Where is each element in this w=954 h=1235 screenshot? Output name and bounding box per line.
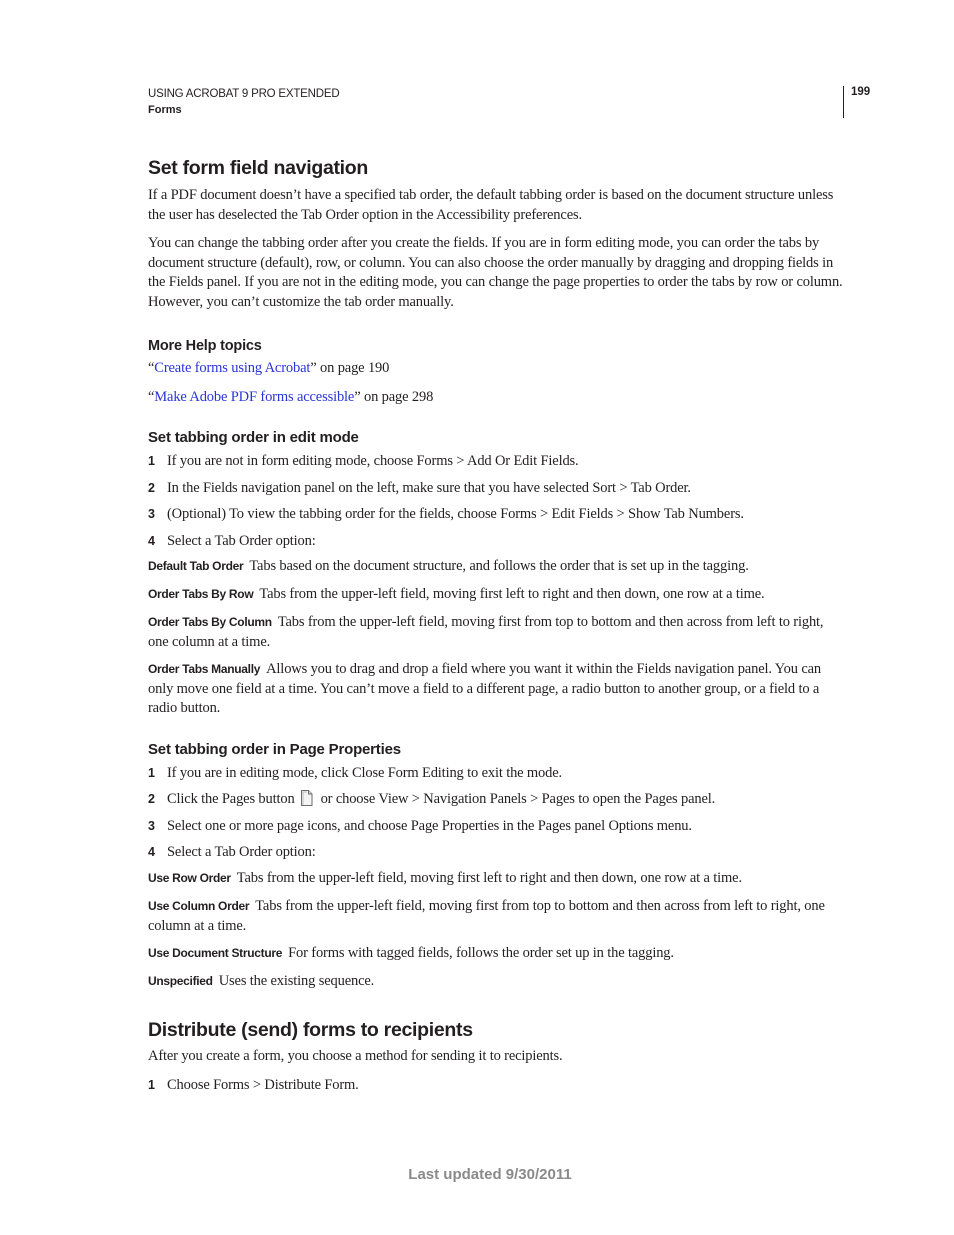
step-item: [148, 790, 715, 810]
option-definition: [148, 944, 843, 964]
link-page-ref: ” on page 298: [354, 389, 434, 405]
option-description: For forms with tagged fields, follows the order set up in the tagging.: [288, 945, 674, 961]
step-item: [148, 452, 579, 472]
option-definition: [148, 897, 843, 936]
step-text: Select a Tab Order option:: [167, 844, 316, 860]
step-text: In the Fields navigation panel on the left, make sure that you have selected Sort > Tab Order.: [167, 480, 691, 496]
paragraph-change-tab-order: You can change the tabbing order after you create the fields. If you are in form editing mode, you can order the tabs by document structure (default), row, or column. You can also choose the order manually by dragging and dropping fields in the Fields panel. If you are not in the editing mode, you can change the page properties to order the tabs by row or column. However, you can’t customize the tab order manually.: [148, 235, 843, 310]
step-text-after: or choose View > Navigation Panels > Pages to open the Pages panel.: [320, 791, 716, 807]
option-description: Tabs from the upper-left field, moving first left to right and then down, one row at a time.: [236, 870, 742, 886]
help-link-item: [148, 359, 843, 379]
step-number: 3: [148, 819, 155, 833]
step-number: 2: [148, 481, 155, 495]
option-term: Use Document Structure: [148, 946, 283, 960]
option-description: Tabs from the upper-left field, moving first from top to bottom and then across from left to right, one column at a time.: [148, 614, 824, 650]
subsection-heading-page-properties: Set tabbing order in Page Properties: [148, 741, 401, 758]
option-term: Order Tabs By Column: [148, 615, 272, 629]
step-number: 3: [148, 507, 155, 521]
step-number: 1: [148, 454, 155, 468]
option-term: Order Tabs By Row: [148, 587, 254, 601]
section-heading-distribute-forms: Distribute (send) forms to recipients: [148, 1019, 473, 1041]
option-term: Default Tab Order: [148, 559, 244, 573]
option-definition: [148, 585, 843, 605]
option-term: Use Column Order: [148, 899, 250, 913]
option-term: Unspecified: [148, 974, 213, 988]
step-text: Select one or more page icons, and choose Page Properties in the Pages panel Options menu.: [167, 818, 692, 834]
step-item: [148, 817, 692, 837]
step-text: Select a Tab Order option:: [167, 533, 316, 549]
link-page-ref: ” on page 190: [310, 360, 390, 376]
option-term: Use Row Order: [148, 871, 231, 885]
step-item: [148, 1076, 359, 1096]
page-number: 199: [851, 86, 871, 98]
option-description: Uses the existing sequence.: [218, 973, 375, 989]
option-description: Tabs from the upper-left field, moving first left to right and then down, one row at a time.: [259, 586, 765, 602]
option-definition: [148, 869, 843, 889]
step-item: [148, 505, 744, 525]
pages-icon: [300, 790, 313, 806]
option-description: Tabs from the upper-left field, moving first from top to bottom and then across from left to right, one column at a time.: [148, 898, 825, 934]
header-divider: [843, 86, 844, 118]
step-text: (Optional) To view the tabbing order for the fields, choose Forms > Edit Fields > Show Tab Numbers.: [167, 506, 744, 522]
option-description: Allows you to drag and drop a field where you want it within the Fields navigation panel. You can only move one field at a time. You can’t move a field to a different page, a radio button to another group, or a field to a radio button.: [148, 661, 821, 716]
option-term: Order Tabs Manually: [148, 662, 261, 676]
running-header-chapter: Forms: [148, 104, 182, 116]
step-text: If you are in editing mode, click Close Form Editing to exit the mode.: [167, 765, 563, 781]
step-number: 2: [148, 792, 155, 806]
step-item: [148, 764, 562, 784]
running-header-title: USING ACROBAT 9 PRO EXTENDED: [148, 88, 340, 100]
step-item: [148, 479, 691, 499]
more-help-heading: More Help topics: [148, 338, 262, 354]
step-text-before: Click the Pages button: [167, 791, 295, 807]
step-number: 1: [148, 1078, 155, 1092]
help-link-item: [148, 388, 843, 408]
step-number: 4: [148, 845, 155, 859]
step-number: 4: [148, 534, 155, 548]
option-definition: [148, 613, 843, 652]
step-text: If you are not in form editing mode, choose Forms > Add Or Edit Fields.: [167, 453, 579, 469]
option-definition: [148, 660, 843, 719]
paragraph-default-tab-order: If a PDF document doesn’t have a specified tab order, the default tabbing order is based on the document structure unless the user has deselected the Tab Order option in the Accessibility preferences.: [148, 187, 834, 223]
footer-last-updated: Last updated 9/30/2011: [408, 1166, 572, 1183]
open-quote: “: [148, 389, 155, 405]
open-quote: “: [148, 360, 155, 376]
step-text: Choose Forms > Distribute Form.: [167, 1077, 359, 1093]
link-create-forms[interactable]: Create forms using Acrobat: [154, 360, 311, 376]
option-definition: [148, 972, 843, 992]
option-definition: [148, 557, 843, 577]
paragraph-distribute: After you create a form, you choose a method for sending it to recipients.: [148, 1048, 563, 1064]
subsection-heading-edit-mode: Set tabbing order in edit mode: [148, 429, 359, 446]
option-description: Tabs based on the document structure, and follows the order that is set up in the tagging.: [249, 558, 749, 574]
step-item: [148, 532, 316, 552]
step-number: 1: [148, 766, 155, 780]
section-heading-form-field-navigation: Set form field navigation: [148, 157, 369, 179]
step-item: [148, 843, 316, 863]
link-accessible-forms[interactable]: Make Adobe PDF forms accessible: [154, 389, 355, 405]
